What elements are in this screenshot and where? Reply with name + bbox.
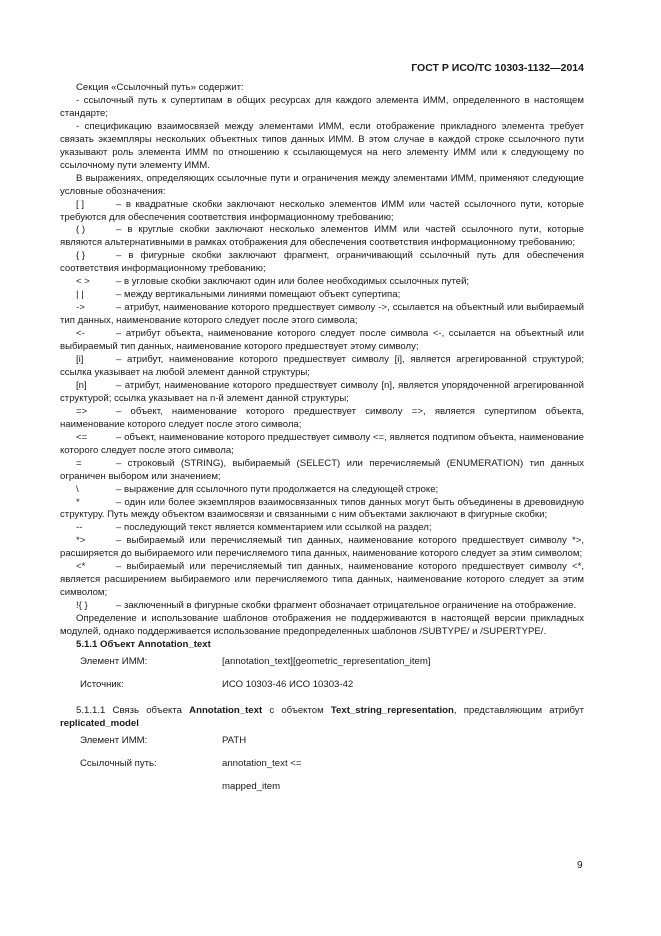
notation-item: <= – объект, наименование которого предшествует символу <=, является подтипом объекта, наименование которого следует после этого символа; xyxy=(60,431,584,456)
notation-list xyxy=(60,199,584,614)
notation-item: [i] – атрибут, наименование которого предшествует символу [i], является агрегированной структурой; ссылка указывает на любой элемент данной структуры; xyxy=(60,354,584,378)
field-value: PATH xyxy=(222,734,247,746)
notation-item: *> – выбираемый или перечисляемый тип данных, наименование которого предшествует символу *>, расширяется до выбираемого или перечисляемого типа данных, наименование которого следует за этим символом; xyxy=(60,535,584,560)
notation-description: – выражение для ссылочного пути продолжается на следующей строке; xyxy=(116,483,439,495)
subsection-text: , представляющим атрибут xyxy=(453,704,584,716)
field-value: mapped_item xyxy=(222,780,281,792)
notation-item: = – строковый (STRING), выбираемый (SELECT) или перечисляемый (ENUMERATION) тип данных ограничен выбором или значением; xyxy=(60,457,584,482)
entity-name: Text_string_representation xyxy=(330,704,454,716)
bullet-item: - ссылочный путь к супертипам в общих ресурсах для каждого элемента ИММ, определенного в настоящем стандарте; xyxy=(60,94,584,119)
field-value: annotation_text <= xyxy=(222,757,302,769)
field-row xyxy=(80,656,584,669)
notation-item: [ ] – в квадратные скобки заключают несколько элементов ИММ или частей ссылочного пути, которые требуются для обеспечения соответствия информационному требованию; xyxy=(60,198,584,223)
document-header: ГОСТ Р ИСО/ТС 10303-1132—2014 xyxy=(411,62,584,74)
notation-item: | | – между вертикальными линиями помещают объект супертипа; xyxy=(76,289,401,301)
section-heading: 5.1.1 Объект Annotation_text xyxy=(76,638,211,650)
notation-item: -> – атрибут, наименование которого предшествует символу ->, ссылается на объектный или выбираемый тип данных, наименование которого следует после этого символа; xyxy=(60,302,584,327)
notation-description: – между вертикальными линиями помещают объект супертипа; xyxy=(116,289,401,301)
notation-item: <* – выбираемый или перечисляемый тип данных, наименование которого предшествует символу <*, является расширением выбираемого или перечисляемого типа данных, наименование которого следует за этим символом; xyxy=(60,561,584,599)
subsection-text: с объектом xyxy=(262,704,331,716)
field-value: [annotation_text][geometric_representation_item] xyxy=(222,655,431,667)
notation-description: – объект, наименование которого предшествует символу =>, является супертипом объекта, наименование которого следует после этого символа; xyxy=(60,405,584,430)
notation-description: – в квадратные скобки заключают несколько элементов ИММ или частей ссылочного пути, которые требуются для обеспечения соответствия информационному требованию; xyxy=(60,198,584,223)
attribute-name: replicated_model xyxy=(60,717,139,729)
bullet-item: - спецификацию взаимосвязей между элементами ИММ, если отображение прикладного элемента требует связать экземпляры нескольких объектных типов данных ИММ. В этом случае в каждой строке ссылочного пути указывают роль элемента ИММ по отношению к ссылающемуся на него элементу ИММ или к следующему по ссылочному пути элементу ИММ. xyxy=(60,120,584,171)
notation-description: – выбираемый или перечисляемый тип данных, наименование которого предшествует символу <*, является расширением выбираемого или перечисляемого типа данных, наименование которого следует за этим символом; xyxy=(60,561,584,599)
notation-item: -- – последующий текст является комментарием или ссылкой на раздел; xyxy=(76,522,432,534)
notation-description: – в круглые скобки заключают несколько элементов ИММ или частей ссылочного пути, которые являются альтернативными в рамках отображения для обеспечения соответствия информационному требованию; xyxy=(60,224,584,249)
subsection-paragraph xyxy=(60,705,584,731)
notation-intro: В выражениях, определяющих ссылочные пути и ограничения между элементами ИММ, применяют следующие условные обозначения: xyxy=(60,172,584,197)
notation-description: – последующий текст является комментарием или ссылкой на раздел; xyxy=(116,522,432,534)
entity-name: Annotation_text xyxy=(189,704,263,716)
field-key: Источник: xyxy=(80,678,124,690)
templates-paragraph: Определение и использование шаблонов отображения не поддерживаются в настоящей версии прикладных модулей, однако поддерживается использование предопределенных шаблонов /SUBTYPE/ и /SUPERTYPE/. xyxy=(60,613,584,638)
notation-description: – строковый (STRING), выбираемый (SELECT) или перечисляемый (ENUMERATION) тип данных ограничен выбором или значением; xyxy=(60,457,584,482)
notation-item: !{ } – заключенный в фигурные скобки фрагмент обозначает отрицательное ограничение на отображение. xyxy=(76,600,577,612)
notation-description: – атрибут, наименование которого предшествует символу [n], является упорядоченной агрегированной структурой; ссылка указывает на n-й элемент данной структуры; xyxy=(60,379,584,404)
field-value: ИСО 10303-46 ИСО 10303-42 xyxy=(222,678,354,690)
notation-description: – атрибут объекта, наименование которого следует после символа <-, ссылается на объектный или выбираемый тип данных, наименование которого предшествует этому символу; xyxy=(60,328,584,353)
field-key xyxy=(80,781,222,794)
notation-description: – в фигурные скобки заключают фрагмент, ограничивающий ссылочный путь для обеспечения соответствия информационному требованию; xyxy=(60,250,584,275)
intro-paragraph: Секция «Ссылочный путь» содержит: xyxy=(76,82,244,93)
notation-description: – заключенный в фигурные скобки фрагмент обозначает отрицательное ограничение на отображение. xyxy=(116,600,577,612)
field-key: Элемент ИММ: xyxy=(80,655,148,667)
notation-item: < > – в угловые скобки заключают один или более необходимых ссылочных путей; xyxy=(76,276,470,288)
page-content xyxy=(60,82,584,794)
notation-description: – один или более экземпляров взаимосвязанных типов данных могут быть объединены в древовидную структуру. Путь между объектом взаимосвязи и связанными с ним объектами заключают в фигурные скобки; xyxy=(60,496,584,521)
notation-item: <- – атрибут объекта, наименование которого следует после символа <-, ссылается на объектный или выбираемый тип данных, наименование которого предшествует этому символу; xyxy=(60,328,584,353)
field-row xyxy=(80,735,584,748)
field-row xyxy=(80,781,584,794)
notation-item: \ – выражение для ссылочного пути продолжается на следующей строке; xyxy=(76,483,439,495)
notation-description: – атрибут, наименование которого предшествует символу [i], является агрегированной структурой; ссылка указывает на любой элемент данной структуры; xyxy=(60,354,584,378)
notation-description: – выбираемый или перечисляемый тип данных, наименование которого предшествует символу *>, расширяется до выбираемого или перечисляемого типа данных, наименование которого следует за этим символом; xyxy=(60,535,584,560)
field-row xyxy=(80,679,584,692)
field-key: Ссылочный путь: xyxy=(80,757,157,769)
subsection-text: 5.1.1.1 Связь объекта xyxy=(76,704,190,716)
field-key: Элемент ИММ: xyxy=(80,734,148,746)
page-number: 9 xyxy=(577,860,583,871)
notation-item: ( ) – в круглые скобки заключают несколько элементов ИММ или частей ссылочного пути, которые являются альтернативными в рамках отображения для обеспечения соответствия информационному требованию; xyxy=(60,224,584,249)
field-row xyxy=(80,758,584,771)
notation-item: [n] – атрибут, наименование которого предшествует символу [n], является упорядоченной агрегированной структурой; ссылка указывает на n-й элемент данной структуры; xyxy=(60,379,584,404)
notation-description: – в угловые скобки заключают один или более необходимых ссылочных путей; xyxy=(116,276,470,288)
notation-description: – атрибут, наименование которого предшествует символу ->, ссылается на объектный или выбираемый тип данных, наименование которого следует после этого символа; xyxy=(60,302,584,327)
notation-item: => – объект, наименование которого предшествует символу =>, является супертипом объекта, наименование которого следует после этого символа; xyxy=(60,405,584,430)
notation-item: * – один или более экземпляров взаимосвязанных типов данных могут быть объединены в древовидную структуру. Путь между объектом взаимосвязи и связанными с ним объектами заключают в фигурные скобки; xyxy=(60,496,584,521)
notation-description: – объект, наименование которого предшествует символу <=, является подтипом объекта, наименование которого следует после этого символа; xyxy=(60,431,584,456)
notation-item: { } – в фигурные скобки заключают фрагмент, ограничивающий ссылочный путь для обеспечения соответствия информационному требованию; xyxy=(60,250,584,275)
